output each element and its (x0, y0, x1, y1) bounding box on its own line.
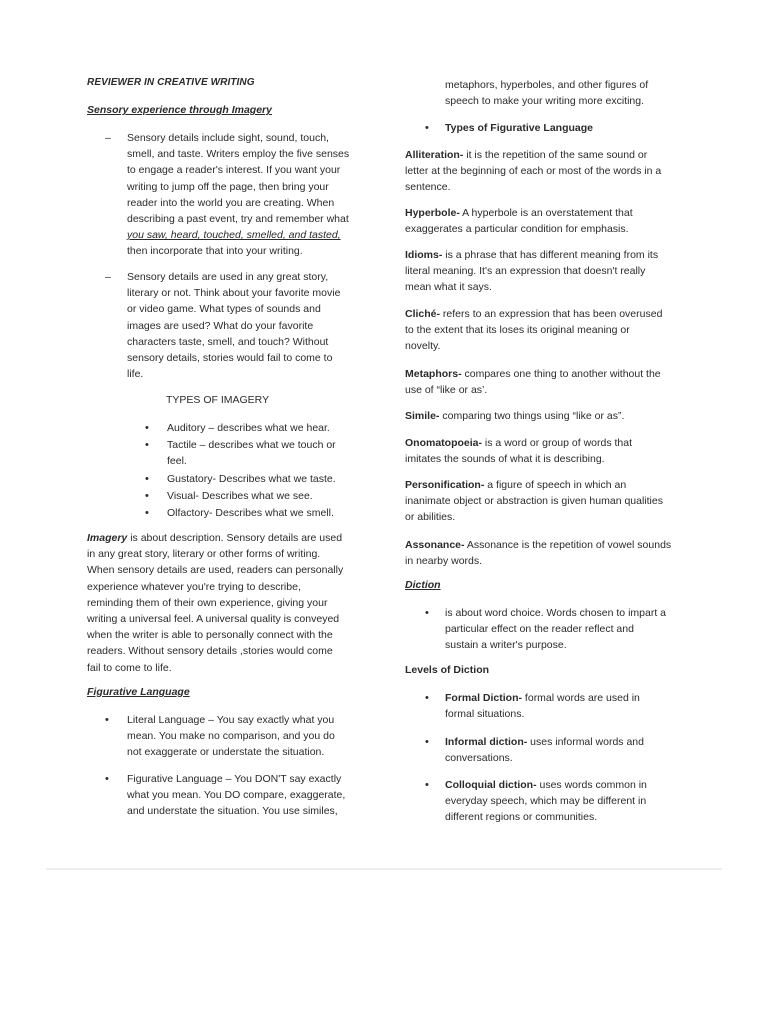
text-line: mean. You make no comparison, and you do (127, 730, 335, 743)
text-line: fail to come to life. (87, 661, 172, 674)
bullet-dot: • (425, 692, 429, 704)
term: Simile- (405, 410, 440, 422)
types-of-imagery-heading: TYPES OF IMAGERY (166, 394, 270, 406)
bullet-dot: • (425, 736, 429, 748)
figurative-language-heading: Figurative Language (87, 686, 190, 698)
text-line: literary or not. Think about your favorite movie (127, 287, 341, 300)
text-line: and understate the situation. You use similes, (127, 805, 338, 818)
def-alliteration: Alliteration- it is the repetition of the same sound or letter at the beginning of each or most of the words in a sentence. (405, 149, 662, 194)
text-line: then incorporate that into your writing. (127, 245, 303, 258)
def-assonance: Assonance- Assonance is the repetition of vowel sounds in nearby words. (405, 539, 672, 568)
page-bottom-rule (46, 868, 722, 870)
text-line: Sensory details are used in any great story, (127, 271, 329, 283)
term: Formal Diction- (445, 692, 523, 704)
term: Personification- (405, 479, 485, 491)
dash-bullet: – (105, 132, 111, 144)
document-title: REVIEWER IN CREATIVE WRITING (87, 77, 255, 88)
list-item: • Tactile – describes what we touch or feel. (145, 437, 375, 469)
text-line: speech to make your writing more exciting. (445, 95, 645, 108)
def-personification: Personification- a figure of speech in which an inanimate object or abstraction is given human qualities or abilities. (405, 479, 663, 524)
term: Informal diction- (445, 736, 528, 748)
diction-heading: Diction (405, 579, 441, 591)
text-line: metaphors, hyperboles, and other figures of (445, 79, 649, 91)
imagery-types-list (145, 420, 375, 522)
term: Onomatopoeia- (405, 437, 483, 449)
text-line: what you mean. You DO compare, exaggerate, (127, 789, 346, 802)
text-line: characters taste, smell, and touch? Without (127, 335, 329, 348)
text-line: Figurative Language – You DON'T say exactly (127, 773, 342, 785)
document-page: REVIEWER IN CREATIVE WRITING Sensory experience through Imagery – Sensory details include sight, sound, touch, smell, and taste. Writers employ the five senses to engage a reader's interest. If you want your writing to jump off the page, then bring your reader into the world you are creating. When describing a past event, try and remember what you saw, heard, touched, smelled, and tasted, then incorporate that into your writing. – Sensory details are used in any great story, literary or not. Think about your favorite movie or video game. What types of sounds and images are used? What do your favorite characters taste, smell, and touch? Without sensory details, stories would fail to come to life. TYPES OF IMAGERY • Auditory – describes what we hear. • Tactile – describes what we touch or feel. • Gustatory- Describes what we taste. • Visual- Describes what we see. • Olfactory- Describes what we smell. Imagery is about description. Sensory details are used in any great story, literary or other forms of writing. When sensory details are used, readers can personally experience whatever you're trying to describe, reminding them of their own experience, giving your writing a universal feel. A universal quality is conveyed when the writer is able to personally connect with the readers. Without sensory details ,stories would come fail to come to life. Figurative Language • Literal Language – You say exactly what you mean. You make no comparison, and you do not exaggerate or understate the situation. • Figurative Language – You DON'T say exactly what you mean. You DO compare, exaggerate, and understate the situation. You use similes, metaphors, hyperboles, and other figures of speech to make your writing more exciting. • Types of Figurative Language Alliteration- it is the repetition of the same sound or letter at the beginning of each or most of the words in a sentence. Hyperbole- A hyperbole is an overstatement that exaggerates a particular condition for emphasis. Idioms- is a phrase that has different meaning from its literal meaning. It's an expression that doesn't really mean what it says. Cliché- refers to an expression that has been overused to the extent that its loses its original meaning or novelty. Metaphors- compares one thing to another without the use of “like or as’. Simile- comparing two things using “like or as”. Onomatopoeia- is a word or group of words that imitates the sounds of what it is describing. Personification- a figure of speech in which an inanimate object or abstraction is given human qualities or abilities. Assonance- Assonance is the repetition of vowel sounds in nearby words. Diction • is about word choice. Words chosen to impart a particular effect on the reader reflect and sustain a writer's purpose. Levels of Diction • Formal Diction- formal words are used in formal situations. • Informal diction- uses informal words and conversations. • Colloquial diction- uses words common in everyday speech, which may be different in different regions or communities. (0, 0, 768, 1024)
text-line: life. (127, 368, 144, 381)
text-line: smell, and taste. Writers employ the five senses (127, 148, 350, 161)
list-item: • Visual- Describes what we see. (145, 488, 375, 504)
text-line: readers. Without sensory details ,stories would come (87, 645, 333, 658)
text-line: reader into the world you are creating. When (127, 196, 335, 209)
term: Idioms- (405, 249, 443, 261)
continued-text (445, 77, 705, 109)
text-line: images are used? What do your favorite (127, 319, 314, 332)
imagery-paragraph: Imagery is about description. Sensory details are used in any great story, literary or other forms of writing. When sensory details are used, readers can personally experience whatever you're trying to describe, reminding them of their own experience, giving your writing a universal feel. A universal quality is conveyed when the writer is able to personally connect with the readers. Without sensory details ,stories would come fail to come to life. (87, 530, 387, 676)
text-line: to engage a reader's interest. If you want your (127, 164, 341, 177)
def-metaphors: Metaphors- compares one thing to another without the use of “like or as’. (405, 368, 661, 397)
text-line: Literal Language – You say exactly what you (127, 714, 335, 726)
text-line: not exaggerate or understate the situation. (127, 746, 325, 759)
term: Cliché- (405, 308, 441, 320)
text-line: when the writer is able to personally connect with the (87, 629, 333, 642)
dash-text (127, 269, 375, 382)
term: Colloquial diction- (445, 779, 537, 791)
def-hyperbole: Hyperbole- A hyperbole is an overstatement that exaggerates a particular condition for emphasis. (405, 207, 633, 236)
term: Metaphors- (405, 368, 462, 380)
def-onomatopoeia: Onomatopoeia- is a word or group of words that imitates the sounds of what it is describing. (405, 437, 633, 466)
text-line: in any great story, literary or other forms of writing. (87, 548, 321, 561)
list-item: • Olfactory- Describes what we smell. (145, 505, 375, 521)
text-line: describing a past event, try and remember what (127, 213, 349, 226)
term: Assonance- (405, 539, 465, 551)
underlined-senses: you saw, heard, touched, smelled, and tasted, (127, 229, 341, 242)
bullet-dot: • (105, 714, 109, 726)
def-cliche: Cliché- refers to an expression that has been overused to the extent that its loses its original meaning or novelty. (405, 308, 663, 353)
text-line: When sensory details are used, readers can personally (87, 564, 344, 577)
levels-of-diction-heading: Levels of Diction (405, 664, 490, 676)
imagery-term: Imagery (87, 532, 128, 544)
list-item: • Auditory – describes what we hear. (145, 420, 375, 436)
bullet-dot: • (425, 122, 429, 134)
def-idioms: Idioms- is a phrase that has different meaning from its literal meaning. It's an expression that doesn't really mean what it says. (405, 249, 659, 294)
dash-bullet: – (105, 271, 111, 283)
text-line: sensory details, stories would fail to come to (127, 352, 333, 365)
text-line: reminding them of their own experience, giving your (87, 596, 328, 609)
def-simile: Simile- comparing two things using “like or as”. (405, 410, 625, 422)
sensory-heading: Sensory experience through Imagery (87, 104, 272, 116)
types-fig-heading: Types of Figurative Language (445, 122, 593, 134)
list-item: • Gustatory- Describes what we taste. (145, 471, 375, 487)
term: Alliteration- (405, 149, 464, 161)
text-line: Sensory details include sight, sound, touch, (127, 132, 329, 144)
bullet-dot: • (425, 779, 429, 791)
text-line: writing a universal feel. A universal quality is conveyed (87, 613, 340, 626)
bullet-dot: • (105, 773, 109, 785)
text-line: or video game. What types of sounds and (127, 303, 321, 316)
text-line: experience whatever you're trying to describe, (87, 580, 301, 593)
term: Hyperbole- (405, 207, 460, 219)
text-line: writing to jump off the page, then bring your (127, 180, 329, 193)
dash-text (127, 130, 375, 260)
bullet-dot: • (425, 607, 429, 619)
